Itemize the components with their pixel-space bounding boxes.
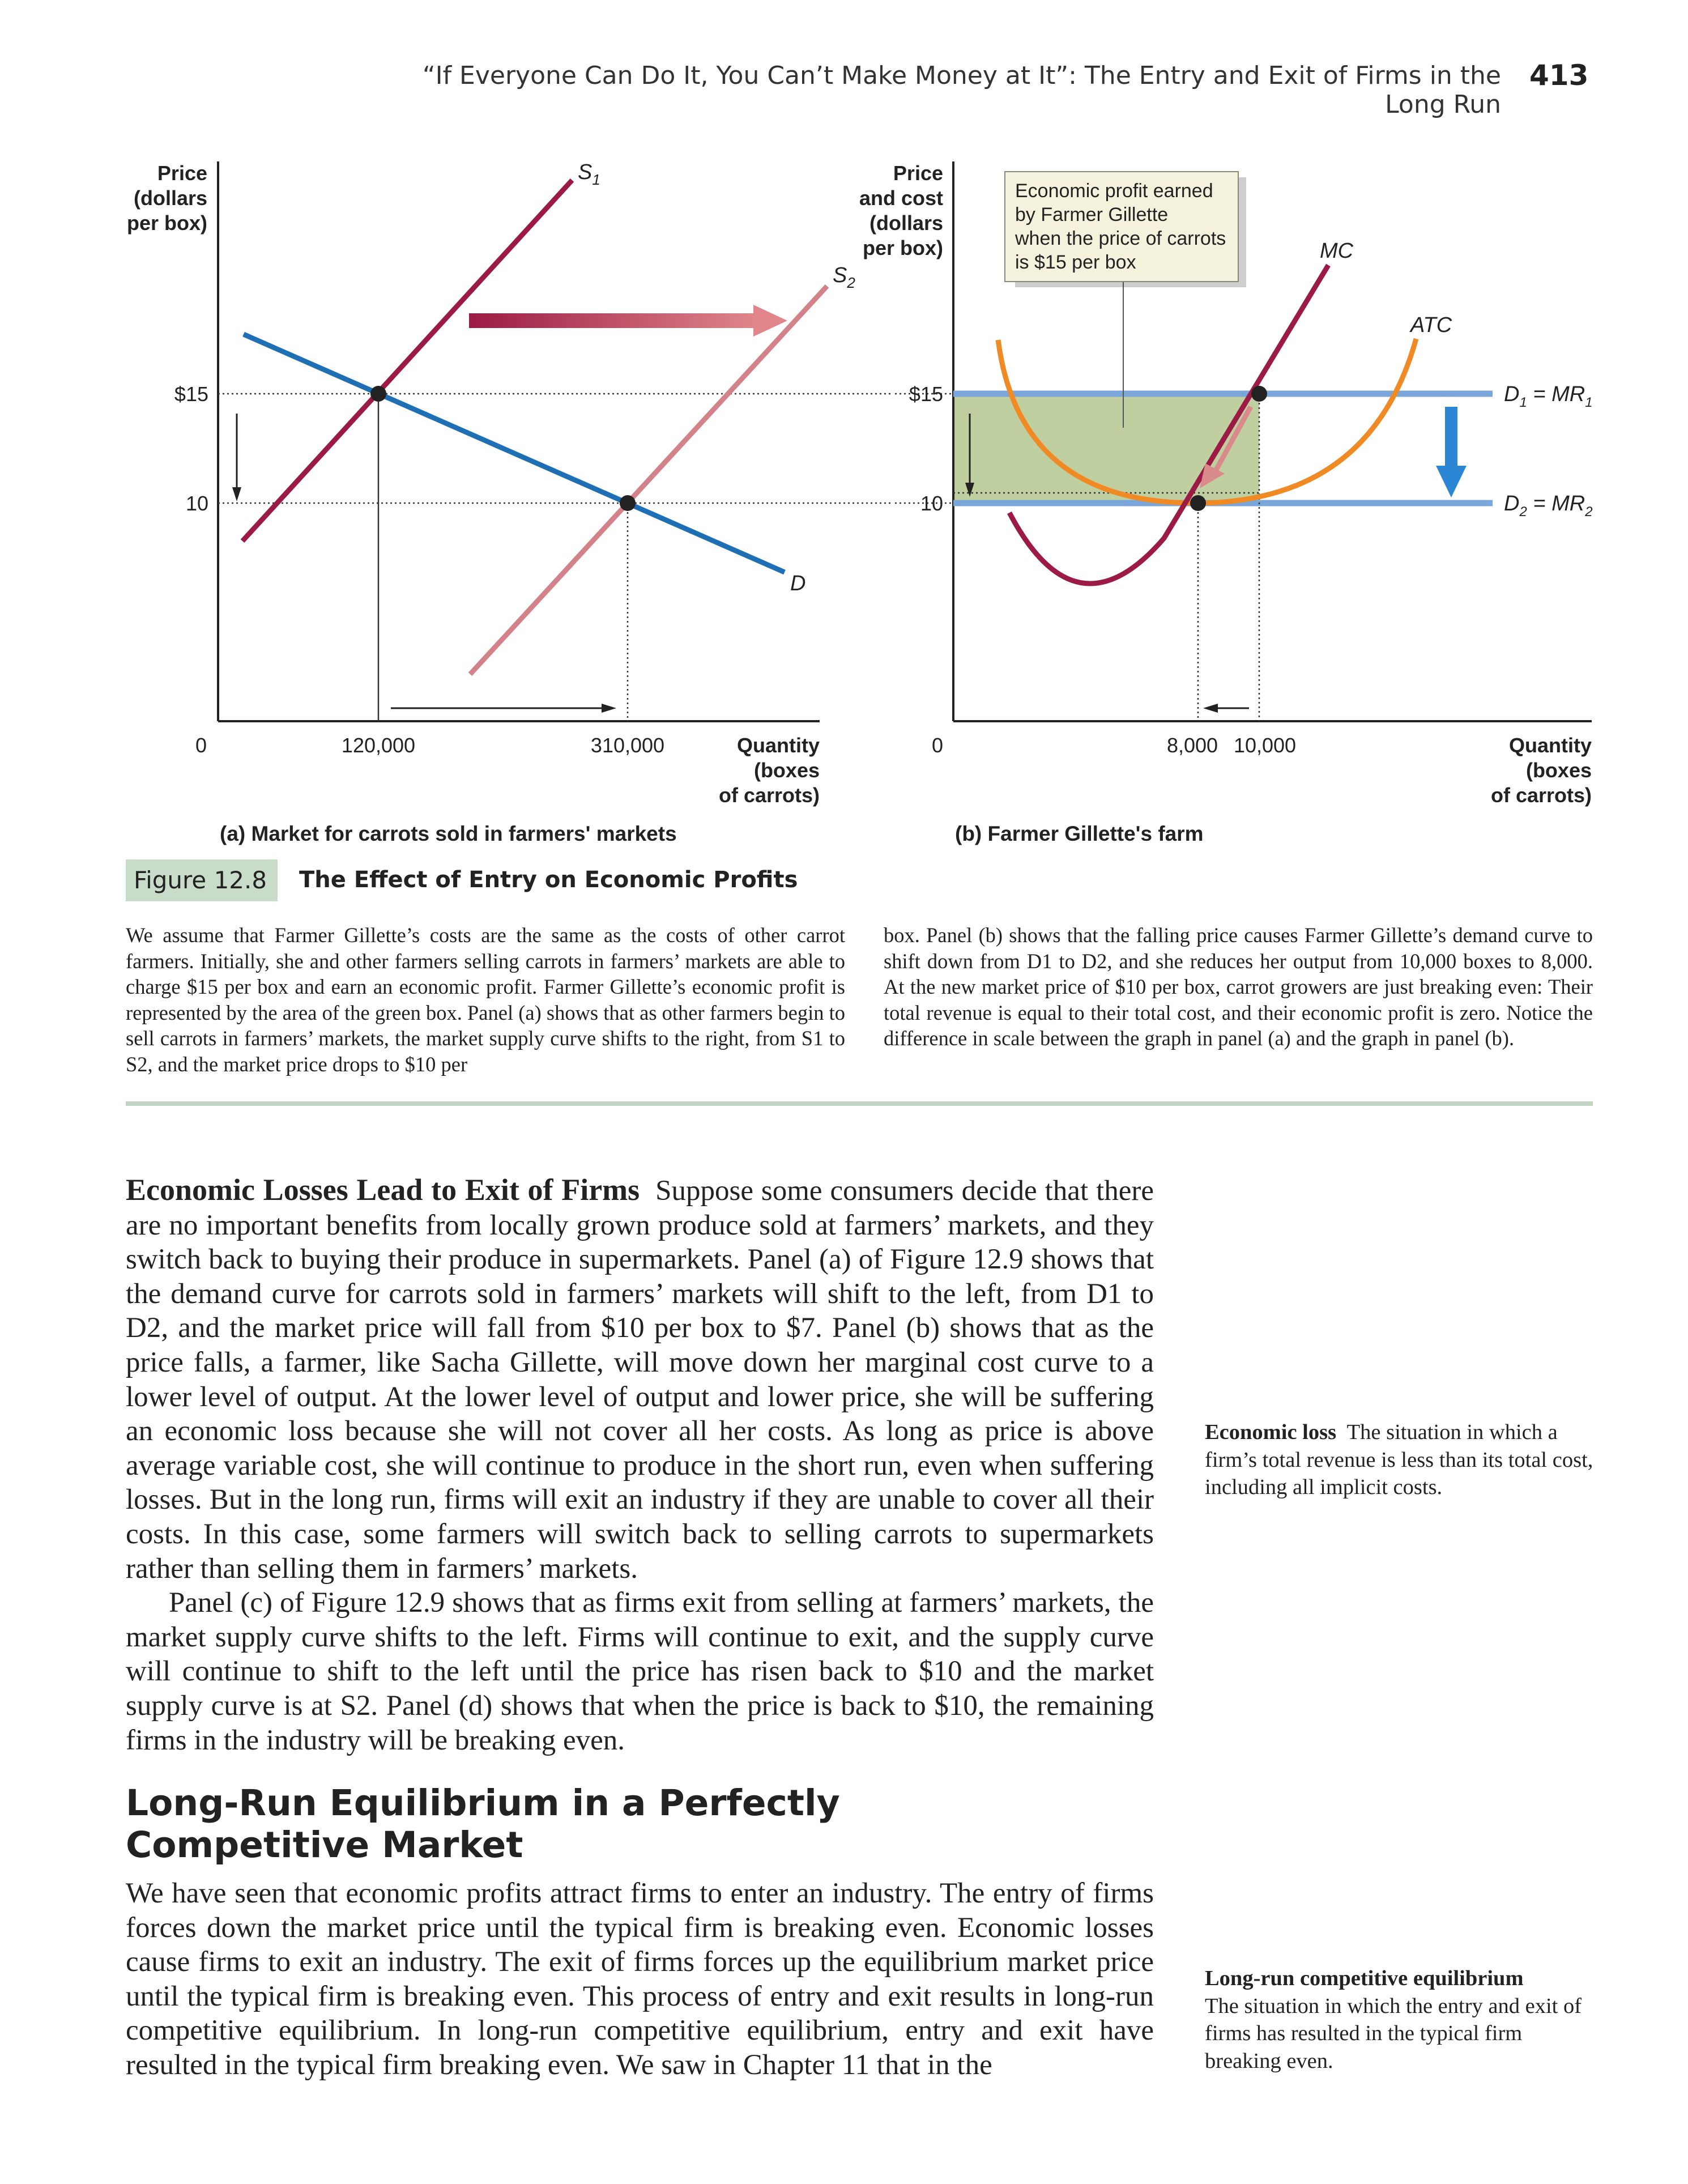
panel-a-ytick-10: 10 [185, 492, 208, 515]
panel-b-x-label-2: (boxes [1525, 759, 1592, 782]
panel-b [859, 161, 1593, 845]
panel-b-y-label-4: per box) [862, 236, 943, 259]
panel-b-xtick-0: 0 [931, 734, 944, 757]
section-heading: Long-Run Equilibrium in a Perfectly Competitive Market [126, 1782, 840, 1866]
panel-b-y-label-2: and cost [859, 186, 943, 210]
section-long-run [126, 1876, 1154, 2083]
panel-a-y-label-3: per box) [126, 211, 207, 235]
caption-rule [126, 1101, 1593, 1106]
panel-b-xtick-10000: 10,000 [1233, 734, 1297, 757]
glossary-definition: The situation in which a firm’s total revenue is less than its total cost, including all implicit costs. [1205, 1420, 1593, 1499]
equilibrium-point-2 [620, 495, 636, 511]
demand-shift-arrow-head [1436, 466, 1467, 497]
label-d1-mr1: $D_1 = MR_1$ [1504, 382, 1593, 410]
runin-heading: Economic Losses Lead to Exit of Firms [126, 1173, 640, 1207]
panel-b-caption: (b) Farmer Gillette's farm [955, 822, 1204, 845]
panel-b-ytick-15: $15 [909, 382, 943, 406]
label-s2: $S_2$ [833, 263, 855, 291]
callout-line-2: by Farmer Gillette [1015, 204, 1169, 225]
panel-b-x-label-1: Quantity [1508, 734, 1592, 757]
panel-b-y-label-3: (dollars [869, 211, 943, 235]
glossary-long-run-equilibrium [1205, 1965, 1601, 2075]
label-s1: $S_1$ [578, 160, 600, 188]
panel-b-ytick-10: 10 [920, 492, 943, 515]
section2-paragraph-1: We have seen that economic profits attract firms to enter an industry. The entry of firms forces down the market price until the typical firm is breaking even. Economic losses cause firms to exit an industry. The exit of firms forces up the equilibrium market price until the typical firm is breaking even. This process of entry and exit results in long-run competitive equilibrium. In long-run competitive equilibrium, entry and exit have resulted in the typical firm breaking even. We saw in Chapter 11 that in the [126, 1878, 1154, 2081]
supply-shift-arrow-shaft [469, 313, 758, 328]
label-mc: MC [1320, 239, 1354, 263]
panel-a-y-label-1: Price [157, 161, 207, 185]
supply-curve-s1 [242, 180, 572, 541]
caption-left [126, 922, 845, 1077]
panel-a-caption: (a) Market for carrots sold in farmers' markets [220, 822, 677, 845]
caption-left-text: We assume that Farmer Gillette’s costs are the same as the costs of other carrot farmers. Initially, she and other farmers selling carrots in farmers’ markets are able to charge $15 per box and earn an economic profit. Farmer Gillette’s economic profit is represented by the area of the green box. Panel (a) shows that as other farmers begin to sell carrots in farmers’ markets, the market supply curve shifts to the right, from S1 to S2, and the market price drops to $10 per [126, 923, 845, 1076]
label-d2-mr2: $D_2 = MR_2$ [1504, 492, 1593, 520]
panel-a-xtick-0: 0 [195, 734, 207, 757]
caption-right [884, 922, 1593, 1051]
callout-line-1: Economic profit earned [1015, 180, 1213, 202]
figure-badge: Figure 12.8 [126, 859, 278, 901]
glossary-term: Long-run competitive equilibrium [1205, 1966, 1524, 1990]
glossary-definition: The situation in which the entry and exit of firms has resulted in the typical firm breaking even. [1205, 1994, 1582, 2073]
panel-b-y-label-1: Price [893, 161, 943, 185]
equilibrium-point-1 [370, 386, 386, 402]
label-d: D [790, 572, 806, 595]
section1-paragraph-2: Panel (c) of Figure 12.9 shows that as firms exit from selling at farmers’ markets, the market supply curve shifts to the left. Firms will continue to exit, and the supply curve will continue to shift to the left until the price has risen back to $10 and the market supply curve is at S2. Panel (d) shows that when the price is back to $10, the remaining firms in the industry will be breaking even. [126, 1587, 1154, 1756]
callout-line-3: when the price of carrots [1015, 228, 1226, 249]
panel-a-xtick-120000: 120,000 [341, 734, 416, 757]
panel-a-ytick-15: $15 [174, 382, 208, 406]
panel-a-x-label-3: of carrots) [718, 784, 820, 807]
figure-12-8 [0, 0, 1688, 850]
glossary-economic-loss [1205, 1419, 1601, 1501]
demand-shift-arrow-shaft [1445, 407, 1457, 469]
section1-paragraph-1: Suppose some consumers decide that there are no important benefits from locally grown produce sold at farmers’ markets, and they switch back to buying their produce in supermarkets. Panel (a) of Figure 12.9 shows that the demand curve for carrots sold in farmers’ markets will shift to the left, from D1 to D2, and the market price will fall from $10 per box to $7. Panel (b) shows that as the price falls, a farmer, like Sacha Gillette, will move down her marginal cost curve to a lower level of output. At the lower level of output and lower price, she will be suffering an economic loss because she will not cover all her costs. As long as price is above average variable cost, she will continue to produce in the short run, even when suffering losses. But in the long run, firms will exit an industry if they are unable to cover all their costs. In this case, some farmers will switch back to selling carrots to supermarkets rather than selling them in farmers’ markets. [126, 1175, 1154, 1585]
panel-a-xtick-310000: 310,000 [590, 734, 665, 757]
glossary-term: Economic loss [1205, 1420, 1337, 1444]
supply-curve-s2 [470, 286, 827, 674]
panel-a-x-label-2: (boxes [753, 759, 820, 782]
page-number: 413 [1529, 59, 1589, 92]
firm-point-2 [1190, 495, 1206, 511]
panel-b-xtick-8000: 8,000 [1166, 734, 1218, 757]
caption-right-text: box. Panel (b) shows that the falling price causes Farmer Gillette’s demand curve to shift down from D1 to D2, and she reduces her output from 10,000 boxes to 8,000. At the new market price of $10 per box, carrot growers are just breaking even: Their total revenue is equal to their total cost, and their economic profit is zero. Notice the difference in scale between the graph in panel (a) and the graph in panel (b). [884, 923, 1593, 1050]
label-atc: ATC [1410, 313, 1452, 337]
running-head: “If Everyone Can Do It, You Can’t Make Money at It”: The Entry and Exit of Firms in the Long Run [422, 61, 1501, 119]
panel-a-y-label-2: (dollars [133, 186, 207, 210]
panel-a [127, 160, 892, 845]
panel-b-x-label-3: of carrots) [1490, 784, 1592, 807]
figure-title: The Effect of Entry on Economic Profits [299, 867, 798, 893]
firm-point-1 [1251, 386, 1267, 402]
callout-line-4: is $15 per box [1015, 252, 1136, 273]
panel-a-x-label-1: Quantity [736, 734, 820, 757]
section-economic-losses [126, 1173, 1154, 1757]
